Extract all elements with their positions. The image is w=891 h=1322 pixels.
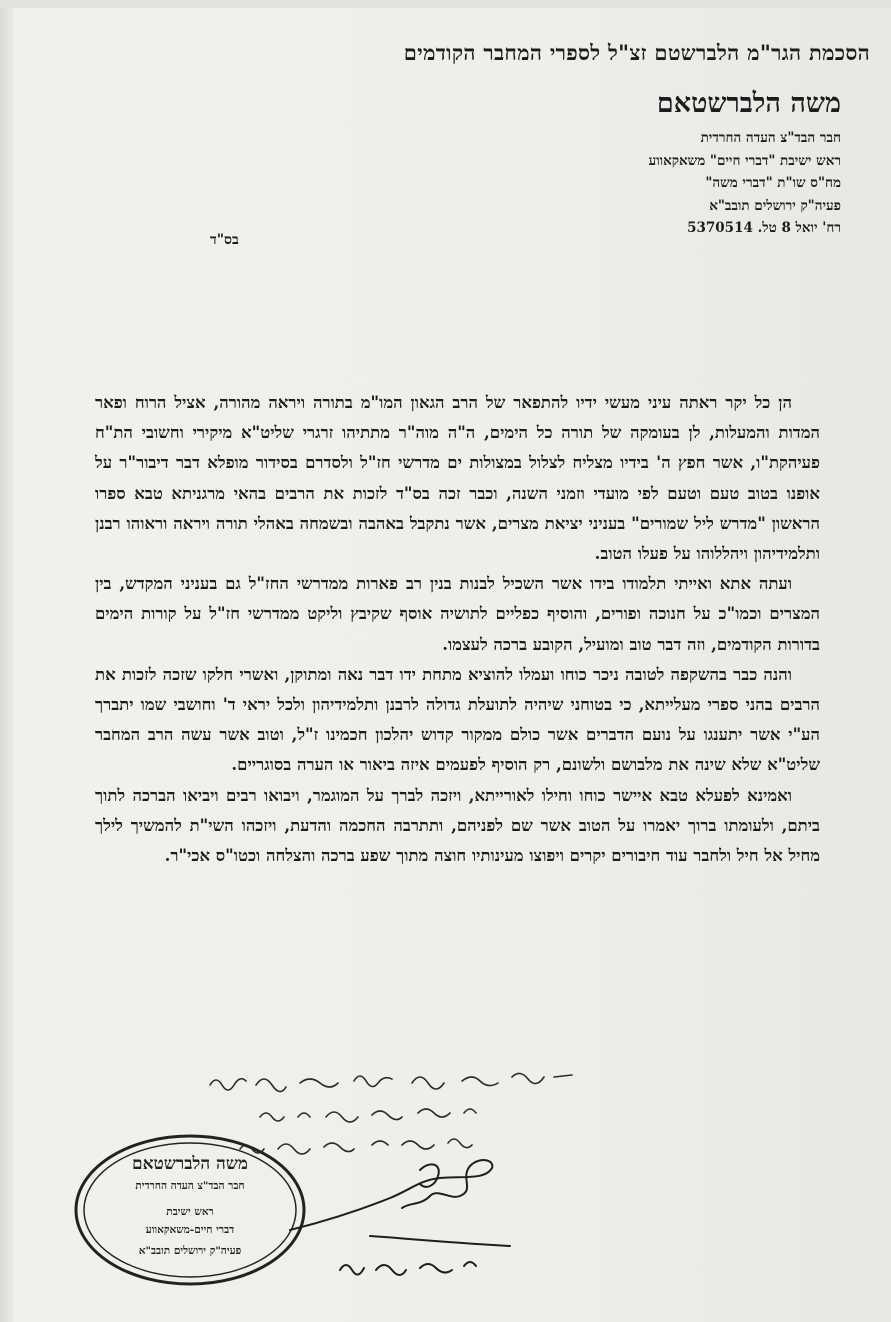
page-edge-shadow [0, 0, 14, 1322]
letterhead-line: פעיה"ק ירושלים תובב"א [709, 197, 841, 214]
letterhead-line: ראש ישיבת "דברי חיים" משאקאווע [648, 152, 841, 169]
letterhead [421, 88, 841, 240]
stamp-line: חבר הבד"צ העדה החרדית [135, 1180, 245, 1192]
stamp-name: משה הלברשטאם [132, 1154, 248, 1174]
letterhead-line: חבר הבד"צ העדה החרדית [700, 130, 841, 146]
letter-body [95, 388, 820, 871]
page-title: הסכמת הגר"מ הלברשטם זצ"ל לספרי המחבר הקודמים [403, 40, 870, 65]
stamp-line: פעיה"ק ירושלים תובב"א [138, 1245, 242, 1257]
stamp-line: דברי חיים-משאקאווע [145, 1224, 235, 1236]
body-paragraph: ואמינא לפעלא טבא איישר כוחו וחילו לאורייתא, ויזכה לברך על המוגמר, ויבואו רבים ויביאו הברכה לתוך ביתם, ולעומתו ברוך יאמרו על הטוב אשר שם לפניהם, ותתרבה החכמה והדעת, ויזכהו השי"ת להמשיך לילך מחיל אל חיל ולחבר עוד חיבורים יקרים ויפוצו מעינותיו חוצה מתוך שפע ברכה והצלחה וכטו"ס אכי"ר. [95, 785, 820, 866]
bsd-mark: בס"ד [210, 232, 239, 248]
letterhead-line: מח"ס שו"ת "דברי משה" [705, 175, 841, 191]
letterhead-line: רח' יואל 8 טל. 5370514 [687, 220, 841, 236]
handwritten-signature [270, 1150, 530, 1280]
body-paragraph: ועתה אתא ואייתי תלמודו בידו אשר השכיל לבנות בנין רב פארות ממדרשי החז"ל גם בעניני המקדש, בין המצרים וכמו"כ על חנוכה ופורים, והוסיף כפליים לתושיה אוסף שקיבץ וליקט ממדרשי חז"ל על קורות הימים בדורות הקודמים, וזה דבר טוב ומועיל, הקובע ברכה לעצמו. [95, 574, 820, 654]
letterhead-name: משה הלברשטאם [656, 88, 841, 119]
body-paragraph: הן כל יקר ראתה עיני מעשי ידיו להתפאר של הרב הגאון המו"מ בתורה ויראה מהורה, אציל הרוח ופאר המדות והמעלות, לן בעומקה של תורה כל הימים, ה"ה מוה"ר מתתיהו זרגרי שליט"א מיקירי וחשובי הת"ח פעיהקת"ו, אשר חפץ ה' בידיו מצליח לצלול במצולות ים מדרשי חז"ל ולסדרם בסידור מופלא דבר דיבור"ר על אופנו בטוב טעם וטעם לפי מועדי וזמני השנה, וכבר זכה בס"ד לזכות את הרבים בהאי מרגניתא טבא ספרו הראשון "מדרש ליל שמורים" בעניני יציאת מצרים, אשר נתקבל באהבה ובשמחה באהלי תורה ויראה וראוהו רבנן ותלמידיהון ויהללוהו על פעלו הטוב. [95, 393, 820, 564]
stamp-line: ראש ישיבת [166, 1206, 214, 1218]
page-top-edge [0, 0, 891, 8]
body-paragraph: והנה כבר בהשקפה לטובה ניכר כוחו ועמלו להוציא מתחת ידו דבר נאה ומתוקן, ואשרי חלקו שזכה לזכות את הרבים בהני ספרי מעלייתא, כי בטוחני שיהיה לתועלת גדולה לרבנן ותלמידיהון ולכל יראי ד' וחושבי שמו יתברך הע"י אשר יתענגו על נועם הדברים אשר כולם ממקור קדוש יהלכון חכמינו ז"ל, וטוב אשר עשה הרב המחבר שליט"א שלא שינה את מלבושם ולשונם, רק הוסיף לפעמים איזה ביאור או הערה בסוגריים. [95, 664, 820, 775]
